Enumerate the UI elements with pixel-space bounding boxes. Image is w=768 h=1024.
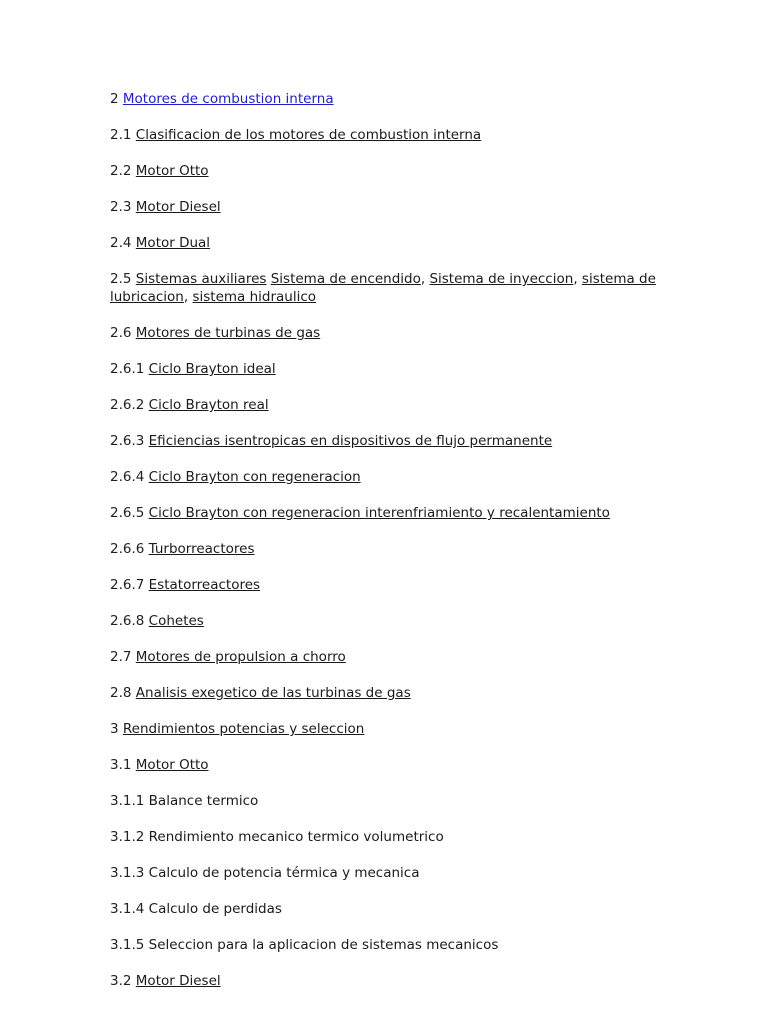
toc-link[interactable]: Motor Diesel	[135, 973, 221, 989]
toc-link[interactable]: sistema hidraulico	[192, 289, 317, 305]
toc-entry	[110, 864, 670, 882]
toc-entry-number: 2.7	[110, 649, 132, 665]
toc-text: Balance termico	[148, 793, 259, 809]
toc-link[interactable]: Sistema de inyeccion	[429, 271, 574, 287]
table-of-contents	[110, 90, 670, 1008]
toc-entry	[110, 504, 670, 522]
toc-entry-number: 3.1.2	[110, 829, 145, 845]
toc-link[interactable]: Motores de propulsion a chorro	[135, 649, 346, 665]
toc-link[interactable]: Ciclo Brayton con regeneracion interenfriamiento y recalentamiento	[148, 505, 610, 521]
toc-entry-number: 2.6	[110, 325, 132, 341]
toc-entry	[110, 756, 670, 774]
toc-entry-number: 3	[110, 721, 119, 737]
toc-entry-number: 2.1	[110, 127, 132, 143]
toc-entry-number: 2.6.4	[110, 469, 145, 485]
toc-entry-number: 2.8	[110, 685, 132, 701]
toc-link[interactable]: Motores de combustion interna	[122, 91, 334, 107]
toc-entry	[110, 900, 670, 918]
toc-entry-number: 2.3	[110, 199, 132, 215]
toc-link[interactable]: Motor Dual	[135, 235, 211, 251]
toc-link[interactable]: Ciclo Brayton real	[148, 397, 269, 413]
toc-link[interactable]: Motor Otto	[135, 163, 209, 179]
toc-text: Seleccion para la aplicacion de sistemas mecanicos	[148, 937, 499, 953]
toc-link[interactable]: Rendimientos potencias y seleccion	[122, 721, 365, 737]
toc-entry	[110, 936, 670, 954]
toc-entry	[110, 198, 670, 216]
toc-entry	[110, 468, 670, 486]
toc-entry-number: 2.5	[110, 271, 132, 287]
toc-text: Calculo de perdidas	[148, 901, 282, 917]
toc-link[interactable]: sistema de lubricacion	[110, 271, 656, 305]
toc-entry-number: 2.6.6	[110, 541, 145, 557]
toc-entry	[110, 612, 670, 630]
toc-entry	[110, 720, 670, 738]
toc-entry-number: 2.6.5	[110, 505, 145, 521]
toc-entry	[110, 90, 670, 108]
toc-entry-number: 2.6.8	[110, 613, 145, 629]
toc-entry-number: 3.1.3	[110, 865, 145, 881]
toc-entry-number: 2	[110, 91, 119, 107]
toc-text: ,	[420, 271, 430, 287]
toc-link[interactable]: Estatorreactores	[148, 577, 261, 593]
toc-link[interactable]: Motor Otto	[135, 757, 209, 773]
toc-entry	[110, 432, 670, 450]
toc-entry	[110, 684, 670, 702]
toc-entry	[110, 540, 670, 558]
toc-entry-number: 3.1	[110, 757, 132, 773]
toc-link[interactable]: Eficiencias isentropicas en dispositivos de flujo permanente	[148, 433, 553, 449]
toc-text: ,	[183, 289, 193, 305]
toc-entry-number: 3.2	[110, 973, 132, 989]
toc-entry	[110, 234, 670, 252]
toc-entry	[110, 270, 670, 306]
toc-entry	[110, 162, 670, 180]
toc-entry-number: 2.6.7	[110, 577, 145, 593]
toc-entry-number: 3.1.1	[110, 793, 145, 809]
toc-link[interactable]: Sistemas auxiliares	[135, 271, 267, 287]
toc-entry	[110, 126, 670, 144]
toc-link[interactable]: Sistema de encendido	[270, 271, 421, 287]
toc-text: ,	[573, 271, 582, 287]
toc-link[interactable]: Ciclo Brayton ideal	[148, 361, 276, 377]
toc-link[interactable]: Ciclo Brayton con regeneracion	[148, 469, 361, 485]
toc-link[interactable]: Motor Diesel	[135, 199, 221, 215]
toc-entry	[110, 324, 670, 342]
toc-entry-number: 2.4	[110, 235, 132, 251]
toc-link[interactable]: Cohetes	[148, 613, 204, 629]
toc-entry-number: 2.6.2	[110, 397, 145, 413]
toc-entry	[110, 972, 670, 990]
toc-entry-number: 2.6.3	[110, 433, 145, 449]
toc-entry	[110, 648, 670, 666]
toc-entry	[110, 396, 670, 414]
toc-entry-number: 2.6.1	[110, 361, 145, 377]
toc-link[interactable]: Analisis exegetico de las turbinas de gas	[135, 685, 411, 701]
toc-entry-number: 2.2	[110, 163, 132, 179]
toc-entry	[110, 360, 670, 378]
toc-entry	[110, 828, 670, 846]
toc-text: Calculo de potencia térmica y mecanica	[148, 865, 420, 881]
toc-link[interactable]: Turborreactores	[148, 541, 255, 557]
toc-text: Rendimiento mecanico termico volumetrico	[148, 829, 444, 845]
toc-entry-number: 3.1.5	[110, 937, 145, 953]
toc-link[interactable]: Clasificacion de los motores de combustion interna	[135, 127, 482, 143]
toc-entry	[110, 576, 670, 594]
toc-link[interactable]: Motores de turbinas de gas	[135, 325, 321, 341]
toc-entry-number: 3.1.4	[110, 901, 145, 917]
toc-entry	[110, 792, 670, 810]
